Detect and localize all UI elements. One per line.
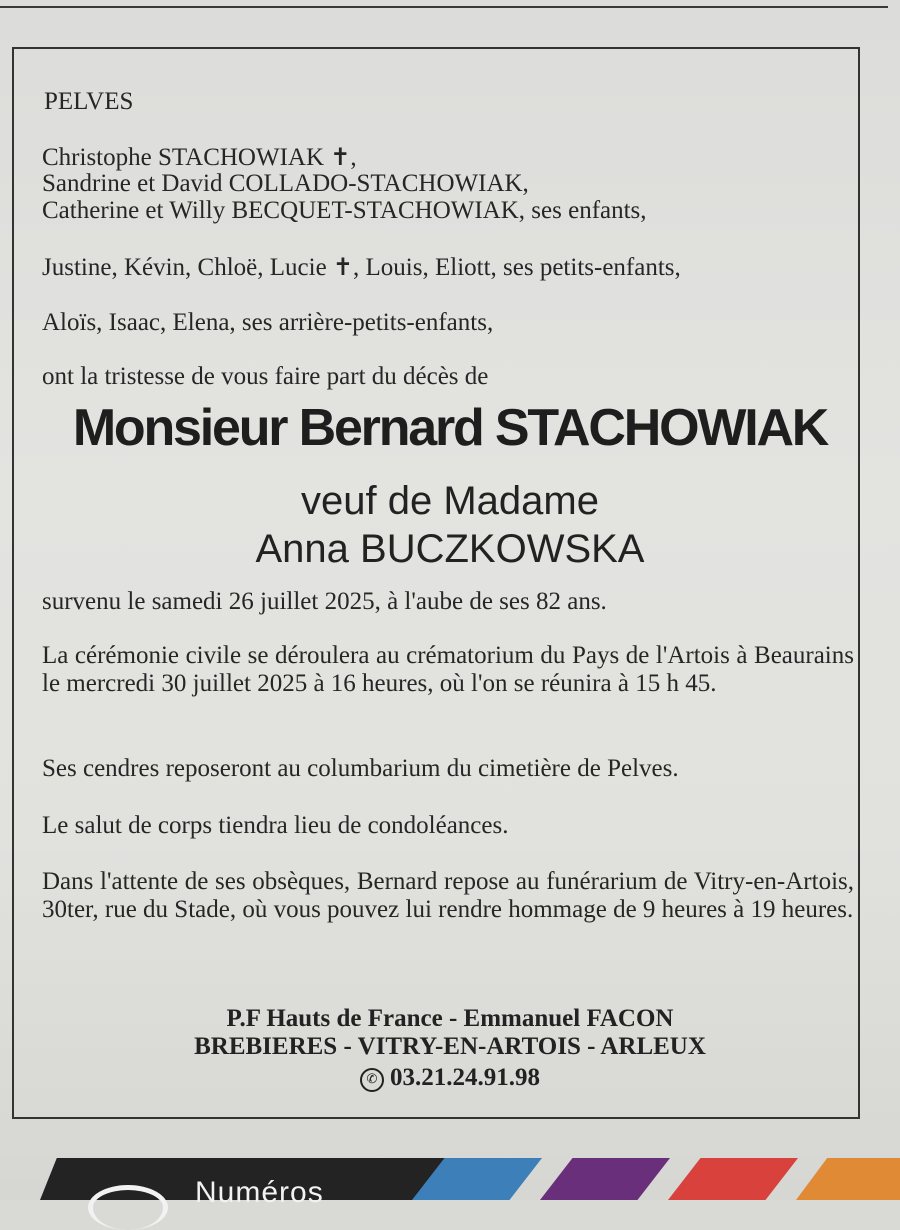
footer-banner-red (668, 1158, 798, 1200)
funeral-director-towns: BREBIERES - VITRY-EN-ARTOIS - ARLEUX (194, 1033, 706, 1060)
phone-number: 03.21.24.91.98 (390, 1064, 540, 1091)
deceased-name: Monsieur Bernard STACHOWIAK (72, 399, 828, 457)
widow-line-1: veuf de Madame (301, 479, 599, 523)
grandchildren-line (42, 253, 681, 282)
ceremony-paragraph: La cérémonie civile se déroulera au crématorium du Pays de l'Artois à Beaurains le mercredi 30 juillet 2025 à 16 heures, où l'on se réunira à 15 h 45. (42, 642, 854, 697)
child-line-2: Sandrine et David COLLADO-STACHOWIAK, (42, 170, 529, 197)
cross-icon: ✝ (330, 143, 351, 171)
child-line-1 (42, 143, 357, 172)
footer-banner-purple (540, 1158, 670, 1200)
funeral-director-name: P.F Hauts de France - Emmanuel FACON (226, 1005, 674, 1032)
footer-banner-orange (796, 1158, 900, 1200)
footer-logo-ring (88, 1185, 168, 1230)
condolences-paragraph: Le salut de corps tiendra lieu de condoléances. (42, 812, 509, 839)
child-line-1-suffix: , (350, 144, 357, 171)
great-grandchildren-line: Aloïs, Isaac, Elena, ses arrière-petits-enfants, (42, 309, 494, 336)
top-divider (0, 0, 888, 8)
location-heading: PELVES (44, 88, 134, 115)
ashes-paragraph: Ses cendres reposeront au columbarium du cimetière de Pelves. (42, 755, 679, 782)
funeral-director-phone (40, 1063, 860, 1093)
grandchildren-before: Justine, Kévin, Chloë, Lucie (42, 254, 327, 281)
phone-icon: ✆ (360, 1068, 384, 1092)
widow-line-2: Anna BUCZKOWSKA (255, 527, 645, 571)
cross-icon: ✝ (332, 253, 354, 281)
footer-banner-text: Numéros (195, 1176, 324, 1209)
announcement-line: ont la tristesse de vous faire part du décès de (42, 363, 489, 390)
grandchildren-after: , Louis, Eliott, ses petits-enfants, (353, 254, 681, 281)
funeral-home-paragraph: Dans l'attente de ses obsèques, Bernard repose au funérarium de Vitry-en-Artois, 30ter, rue du Stade, où vous pouvez lui rendre hommage de 9 heures à 19 heures. (42, 868, 854, 923)
child-name-1: Christophe STACHOWIAK (42, 144, 325, 171)
child-line-3: Catherine et Willy BECQUET-STACHOWIAK, ses enfants, (42, 197, 647, 224)
death-date-line: survenu le samedi 26 juillet 2025, à l'aube de ses 82 ans. (42, 588, 607, 615)
